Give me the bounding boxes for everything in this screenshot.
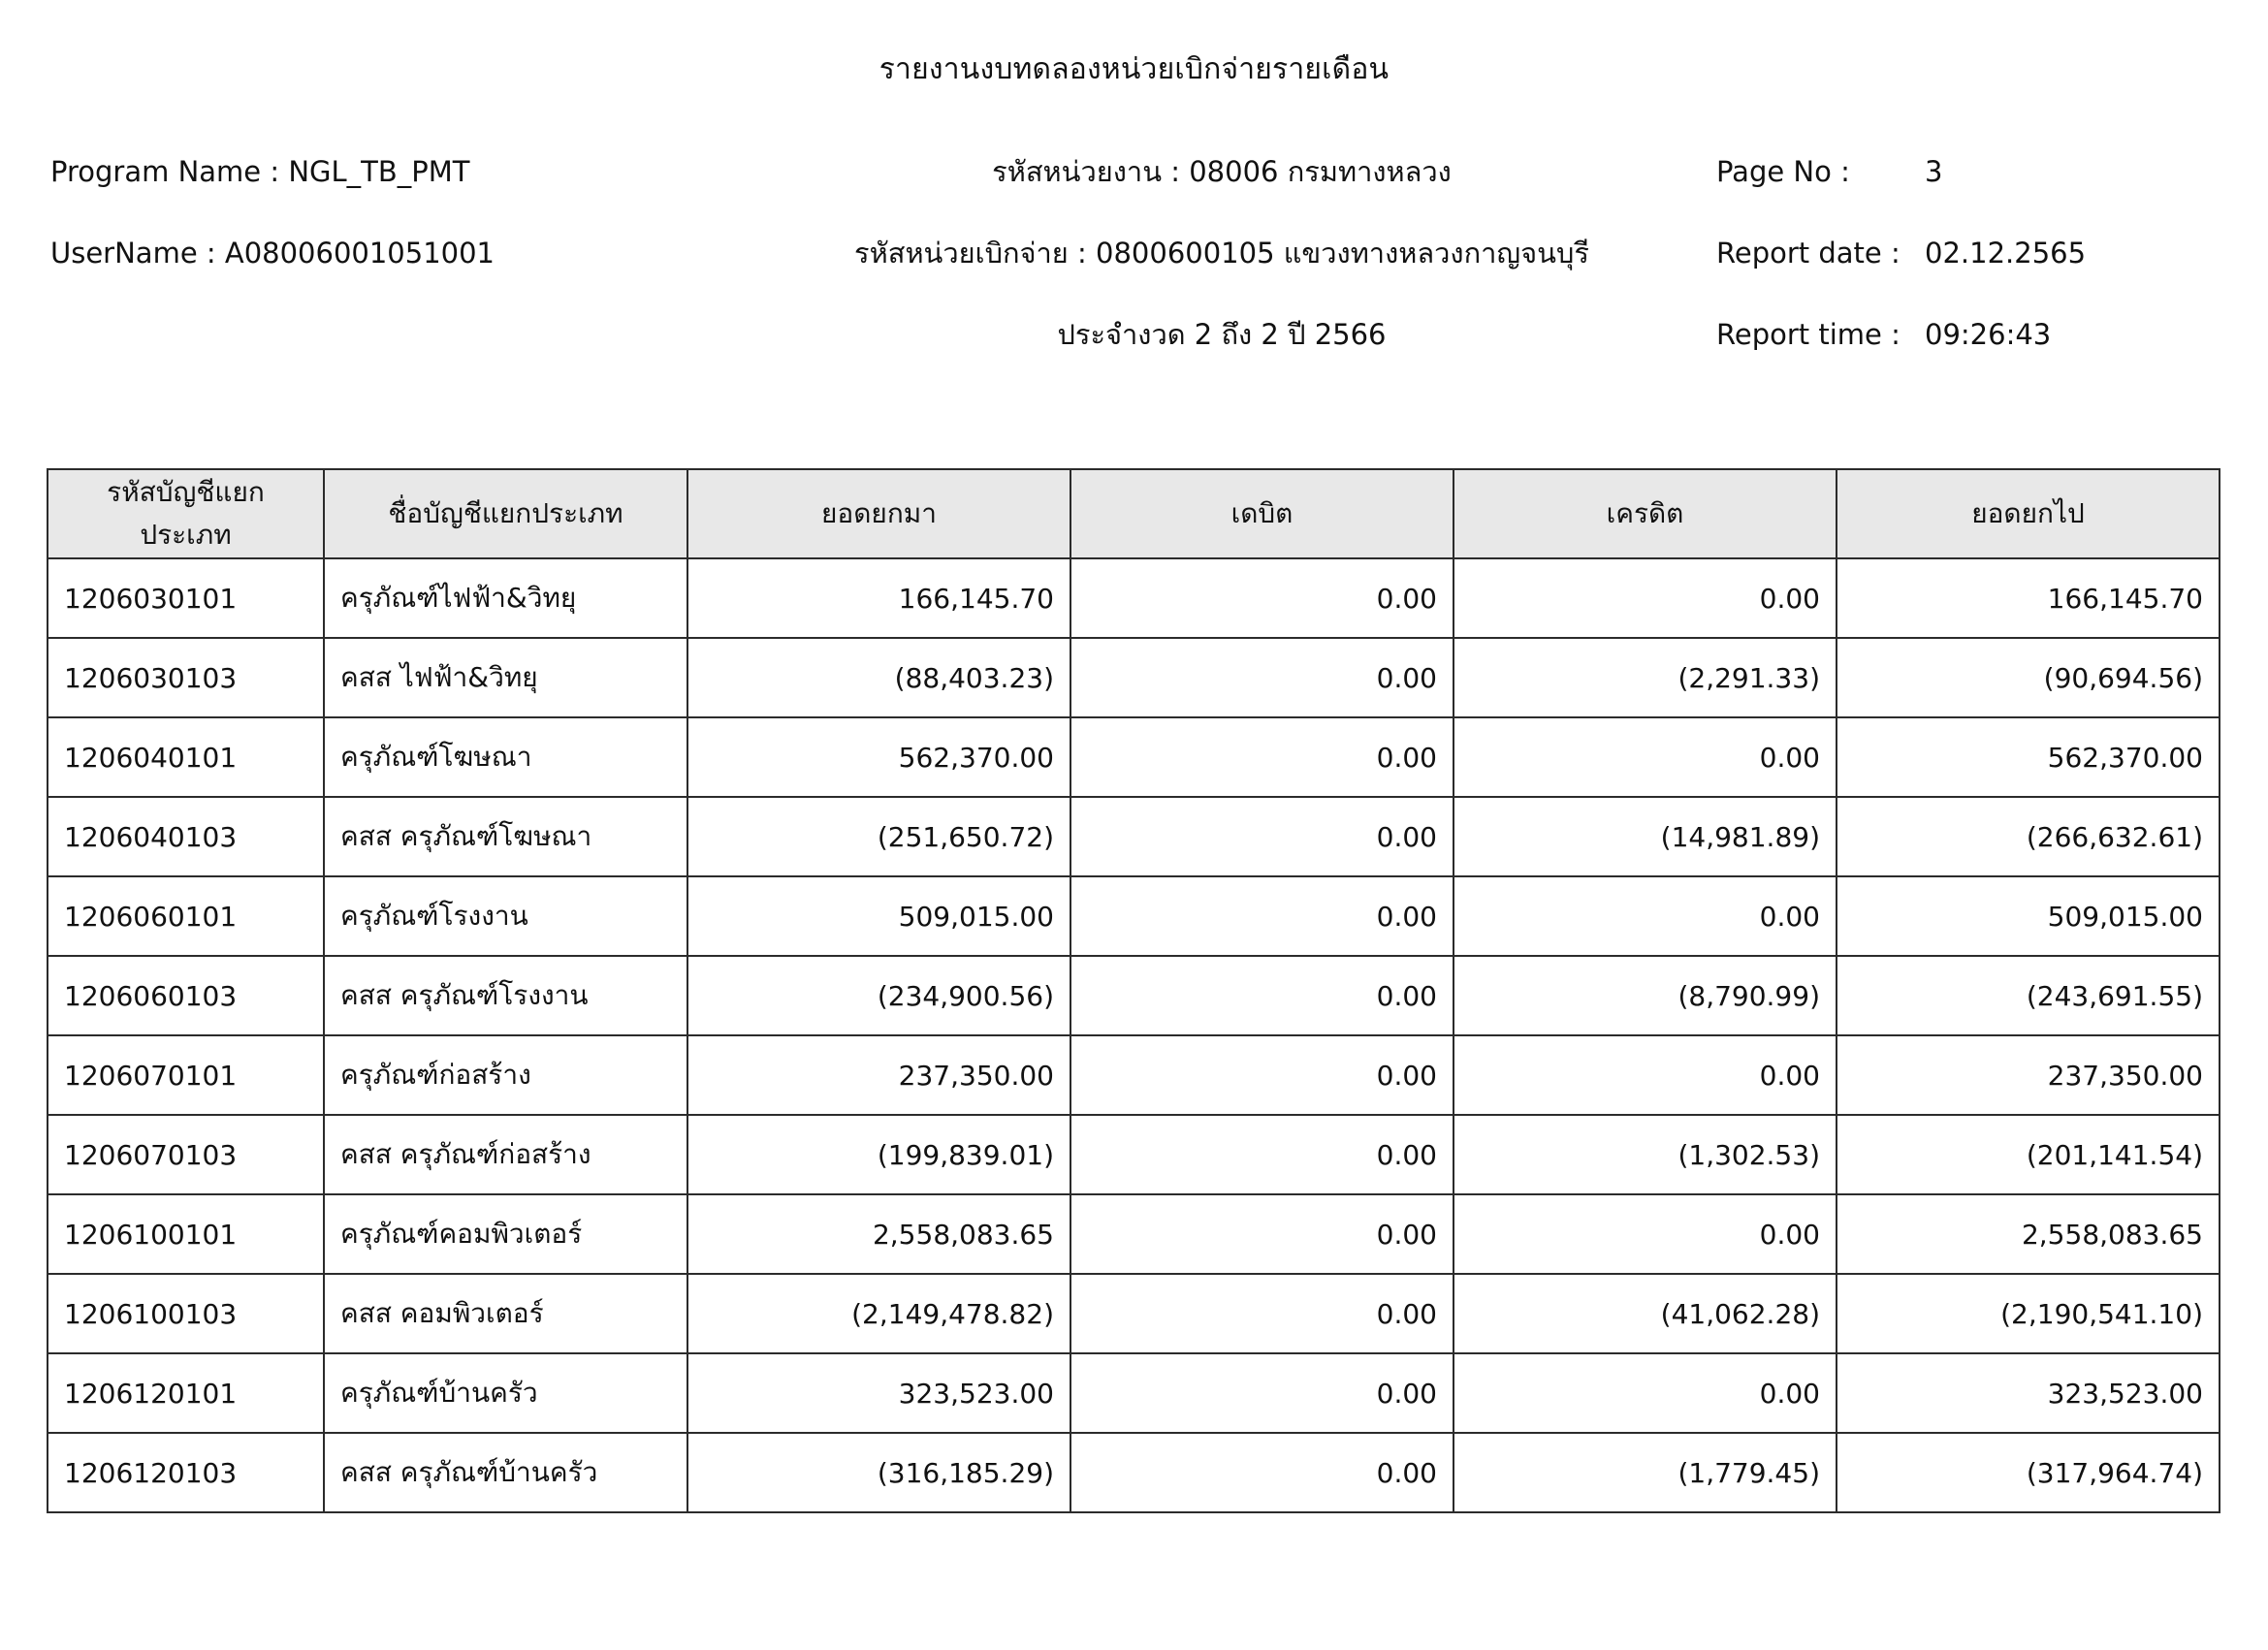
- cell-credit: 0.00: [1453, 1035, 1837, 1115]
- cell-opening-balance: (199,839.01): [687, 1115, 1070, 1194]
- cell-closing-balance: 323,523.00: [1837, 1353, 2220, 1433]
- cell-debit: 0.00: [1070, 1353, 1453, 1433]
- cell-account-name: คสส ไฟฟ้า&วิทยุ: [324, 638, 687, 717]
- report-date-row: [1716, 212, 2086, 294]
- cell-account-name: คสส ครุภัณฑ์โฆษณา: [324, 797, 687, 876]
- cell-account-name: คสส คอมพิวเตอร์: [324, 1274, 687, 1353]
- report-date-label: Report date :: [1716, 237, 1901, 270]
- cell-debit: 0.00: [1070, 1115, 1453, 1194]
- table-row: [48, 1274, 2220, 1353]
- table-row: [48, 558, 2220, 638]
- report-page: [0, 47, 2268, 1650]
- table-body: [48, 558, 2220, 1512]
- cell-credit: (1,302.53): [1453, 1115, 1837, 1194]
- cell-opening-balance: 2,558,083.65: [687, 1194, 1070, 1274]
- cell-debit: 0.00: [1070, 1274, 1453, 1353]
- report-period: ประจำงวด 2 ถึง 2 ปี 2566: [1057, 318, 1387, 351]
- cell-account-code: 1206100101: [48, 1194, 324, 1274]
- meta-right-block: [1716, 131, 2086, 375]
- cell-credit: (14,981.89): [1453, 797, 1837, 876]
- cell-account-name: คสส ครุภัณฑ์โรงงาน: [324, 956, 687, 1035]
- column-header-account-name: ชื่อบัญชีแยกประเภท: [324, 469, 687, 558]
- cell-account-name: ครุภัณฑ์ก่อสร้าง: [324, 1035, 687, 1115]
- table-row: [48, 1433, 2220, 1512]
- table-header-row: [48, 469, 2220, 558]
- table-row: [48, 1194, 2220, 1274]
- cell-account-name: ครุภัณฑ์ไฟฟ้า&วิทยุ: [324, 558, 687, 638]
- cell-closing-balance: (317,964.74): [1837, 1433, 2220, 1512]
- program-name: Program Name : NGL_TB_PMT: [50, 155, 470, 188]
- cell-account-code: 1206120101: [48, 1353, 324, 1433]
- page-number-row: [1716, 131, 2086, 212]
- table-row: [48, 1035, 2220, 1115]
- column-header-credit: เครดิต: [1453, 469, 1837, 558]
- page-no-value: 3: [1925, 155, 1943, 188]
- cell-opening-balance: (234,900.56): [687, 956, 1070, 1035]
- page-no-label: Page No :: [1716, 155, 1850, 188]
- cell-account-code: 1206060103: [48, 956, 324, 1035]
- cell-closing-balance: 166,145.70: [1837, 558, 2220, 638]
- cell-debit: 0.00: [1070, 717, 1453, 797]
- column-header-opening-balance: ยอดยกมา: [687, 469, 1070, 558]
- cell-credit: (1,779.45): [1453, 1433, 1837, 1512]
- trial-balance-table: [47, 468, 2220, 1513]
- cell-opening-balance: 166,145.70: [687, 558, 1070, 638]
- report-time-value: 09:26:43: [1925, 318, 2052, 351]
- cell-opening-balance: (251,650.72): [687, 797, 1070, 876]
- cell-account-code: 1206070101: [48, 1035, 324, 1115]
- cell-closing-balance: (266,632.61): [1837, 797, 2220, 876]
- column-header-debit: เดบิต: [1070, 469, 1453, 558]
- table-row: [48, 1353, 2220, 1433]
- cell-account-name: ครุภัณฑ์โรงงาน: [324, 876, 687, 956]
- column-header-closing-balance: ยอดยกไป: [1837, 469, 2220, 558]
- table-row: [48, 956, 2220, 1035]
- cell-account-name: ครุภัณฑ์บ้านครัว: [324, 1353, 687, 1433]
- cell-debit: 0.00: [1070, 876, 1453, 956]
- cell-credit: 0.00: [1453, 1353, 1837, 1433]
- agency-code: รหัสหน่วยงาน : 08006 กรมทางหลวง: [992, 155, 1452, 188]
- cell-debit: 0.00: [1070, 956, 1453, 1035]
- cell-credit: 0.00: [1453, 876, 1837, 956]
- cell-debit: 0.00: [1070, 1433, 1453, 1512]
- cell-closing-balance: (2,190,541.10): [1837, 1274, 2220, 1353]
- cell-opening-balance: 323,523.00: [687, 1353, 1070, 1433]
- cell-account-code: 1206100103: [48, 1274, 324, 1353]
- cell-debit: 0.00: [1070, 638, 1453, 717]
- cell-account-code: 1206040101: [48, 717, 324, 797]
- cell-debit: 0.00: [1070, 558, 1453, 638]
- cell-account-code: 1206040103: [48, 797, 324, 876]
- report-time-row: [1716, 294, 2086, 375]
- report-meta: [0, 131, 2268, 351]
- cell-account-name: คสส ครุภัณฑ์บ้านครัว: [324, 1433, 687, 1512]
- cell-account-code: 1206030103: [48, 638, 324, 717]
- cell-credit: (41,062.28): [1453, 1274, 1837, 1353]
- cell-closing-balance: (201,141.54): [1837, 1115, 2220, 1194]
- cell-debit: 0.00: [1070, 1194, 1453, 1274]
- user-name: UserName : A08006001051001: [50, 237, 495, 270]
- cell-opening-balance: 562,370.00: [687, 717, 1070, 797]
- table-row: [48, 638, 2220, 717]
- table-row: [48, 1115, 2220, 1194]
- meta-left-block: [50, 131, 495, 294]
- cell-closing-balance: 237,350.00: [1837, 1035, 2220, 1115]
- cell-opening-balance: (2,149,478.82): [687, 1274, 1070, 1353]
- cell-opening-balance: 237,350.00: [687, 1035, 1070, 1115]
- meta-center-block: [737, 131, 1707, 375]
- cell-closing-balance: 562,370.00: [1837, 717, 2220, 797]
- cell-opening-balance: (316,185.29): [687, 1433, 1070, 1512]
- cell-credit: 0.00: [1453, 1194, 1837, 1274]
- cell-account-name: คสส ครุภัณฑ์ก่อสร้าง: [324, 1115, 687, 1194]
- cell-account-name: ครุภัณฑ์คอมพิวเตอร์: [324, 1194, 687, 1274]
- cell-credit: 0.00: [1453, 717, 1837, 797]
- column-header-account-code: รหัสบัญชีแยกประเภท: [48, 469, 324, 558]
- cell-closing-balance: (243,691.55): [1837, 956, 2220, 1035]
- cell-closing-balance: (90,694.56): [1837, 638, 2220, 717]
- cell-credit: 0.00: [1453, 558, 1837, 638]
- cell-account-name: ครุภัณฑ์โฆษณา: [324, 717, 687, 797]
- paying-unit-code: รหัสหน่วยเบิกจ่าย : 0800600105 แขวงทางหลวงกาญจนบุรี: [854, 237, 1589, 270]
- cell-credit: (8,790.99): [1453, 956, 1837, 1035]
- page-title: รายงานงบทดลองหน่วยเบิกจ่ายรายเดือน: [878, 52, 1390, 86]
- table-row: [48, 797, 2220, 876]
- table-row: [48, 717, 2220, 797]
- cell-closing-balance: 509,015.00: [1837, 876, 2220, 956]
- cell-opening-balance: 509,015.00: [687, 876, 1070, 956]
- cell-account-code: 1206060101: [48, 876, 324, 956]
- cell-credit: (2,291.33): [1453, 638, 1837, 717]
- report-date-value: 02.12.2565: [1925, 237, 2087, 270]
- cell-account-code: 1206030101: [48, 558, 324, 638]
- cell-closing-balance: 2,558,083.65: [1837, 1194, 2220, 1274]
- report-time-label: Report time :: [1716, 318, 1901, 351]
- cell-account-code: 1206070103: [48, 1115, 324, 1194]
- cell-debit: 0.00: [1070, 797, 1453, 876]
- cell-debit: 0.00: [1070, 1035, 1453, 1115]
- cell-account-code: 1206120103: [48, 1433, 324, 1512]
- cell-opening-balance: (88,403.23): [687, 638, 1070, 717]
- table-row: [48, 876, 2220, 956]
